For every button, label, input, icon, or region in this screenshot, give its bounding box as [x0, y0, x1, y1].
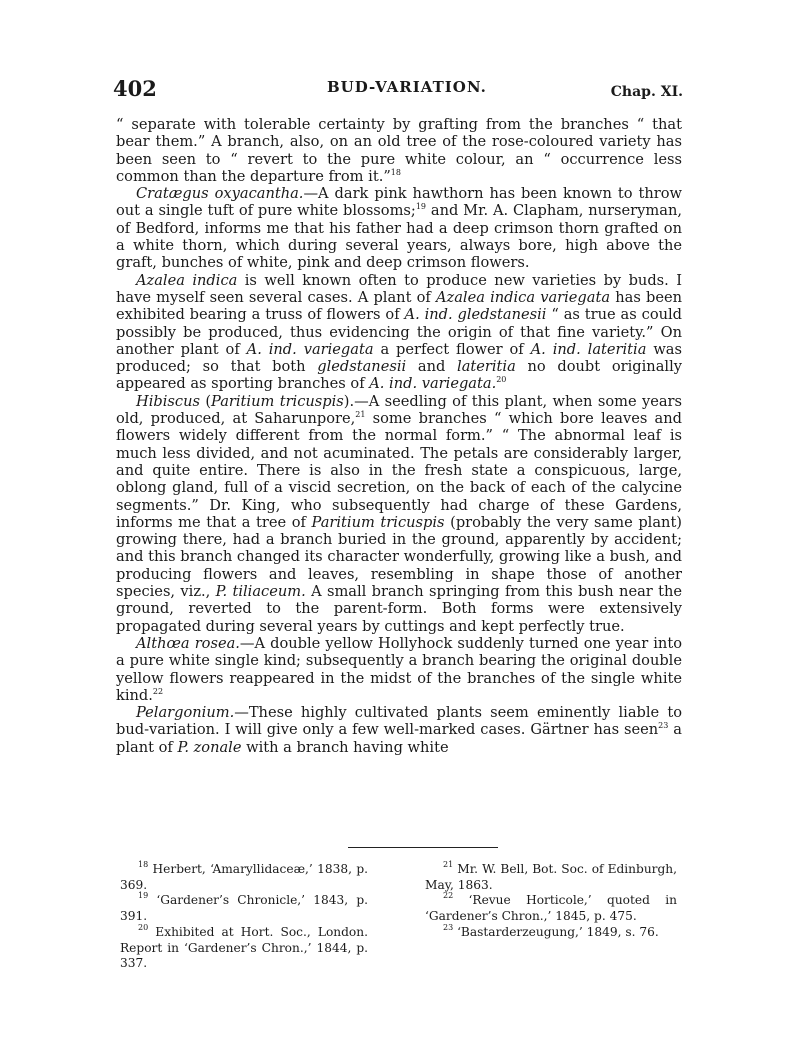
- paragraph-text: some branches “ which bore leaves and flowers widely different from the normal form.” “ The abnormal leaf is much less divided, and not acuminated. The petals are considerably larger, and quite entire. There is also in the fresh state a conspicuous, large, oblong gland, full of a viscid secretion, on the back of each of the calycine segments.” Dr. King, who subsequently had charge of these Gardens, informs me that a tree of: [116, 410, 682, 531]
- paragraph-quote-continuation: [116, 116, 682, 185]
- footnote-ref: 18: [390, 167, 401, 177]
- footnote-divider: [348, 847, 498, 848]
- page-header: [113, 76, 683, 106]
- footnote-ref: 22: [152, 686, 164, 696]
- paragraph-text: has been exhibited bearing a truss of flowers of: [116, 288, 682, 324]
- paragraph-text: no doubt originally appeared as sporting branches of: [116, 358, 682, 393]
- paragraph-text: a perfect flower of: [373, 340, 531, 358]
- footnotes-left-column: [120, 862, 368, 972]
- footnote: [425, 922, 677, 941]
- paragraph-text: (probably the very same plant) growing there, had a branch buried in the ground, apparently by accident; and this branch changed its character wonderfully, growing like a bush, and producing flowers and leaves, resembling in shape those of another species, viz.,: [116, 513, 683, 601]
- species-name: lateritia: [457, 358, 516, 376]
- paragraph-text: and: [406, 358, 458, 376]
- paragraph-text: with a branch having white: [241, 738, 449, 756]
- species-name: Paritium tricuspis: [311, 513, 445, 531]
- species-name: Paritium tricuspis: [211, 392, 344, 410]
- footnote-number: 22: [443, 891, 454, 901]
- footnotes-right-column: [425, 862, 677, 941]
- chapter-label: Chap. XI.: [610, 84, 683, 100]
- footnote-text: Herbert, ‘Amaryllidaceæ,’ 1838, p. 369.: [120, 862, 369, 892]
- footnote-text: ‘Bastarderzeugung,’ 1849, s. 76.: [457, 924, 659, 939]
- footnote-number: 19: [138, 891, 149, 901]
- species-name: P. tiliaceum.: [215, 583, 306, 601]
- paragraph-text: ).—A seedling of this plant, when some years old, produced, at Saharunpore,: [116, 392, 682, 428]
- footnote: [120, 922, 368, 972]
- paragraph-azalea: [116, 272, 682, 393]
- footnote-text: Mr. W. Bell, Bot. Soc. of Edinburgh, May, 1863.: [425, 862, 678, 892]
- paragraph-text: a plant of: [116, 721, 682, 756]
- footnote: [425, 893, 677, 924]
- footnote-ref: 21: [355, 410, 366, 420]
- paragraph-text: “ separate with tolerable certainty by grafting from the branches “ that bear them.” A branch, also, on an old tree of the rose-coloured variety has been seen to “ revert to the pure white colour, an “ occurrence less common than the departure from it.”: [116, 116, 682, 185]
- species-name: Hibiscus: [136, 392, 200, 410]
- paragraph-pelargonium: [116, 704, 682, 756]
- footnote: [120, 862, 368, 893]
- species-name: A. ind. gledstanesii: [404, 306, 547, 324]
- paragraph-text: (: [199, 392, 212, 410]
- footnote: [425, 862, 677, 893]
- species-name: A. ind. variegata.: [369, 375, 497, 393]
- footnote-text: ‘Revue Horticole,’ quoted in ‘Gardener’s Chron.,’ 1845, p. 475.: [425, 893, 678, 924]
- footnote-ref: 19: [415, 202, 427, 212]
- species-name: gledstanesii: [317, 358, 407, 376]
- paragraph-text: was produced; so that both: [116, 340, 682, 376]
- species-name: Azalea indica variegata: [435, 288, 611, 306]
- paragraph-text: “ as true as could possibly be produced, thus evidencing the origin of that fine variety.” On another plant of: [116, 306, 683, 358]
- paragraph-text: —A dark pink hawthorn has been known to throw out a single tuft of pure white blossoms;: [116, 185, 682, 220]
- running-title: BUD-VARIATION.: [327, 78, 487, 96]
- paragraph-althaea: [116, 635, 682, 704]
- paragraph-crataegus: [116, 185, 682, 271]
- paragraph-text: —A double yellow Hollyhock suddenly turned one year into a pure white single kind; subsequently a branch bearing the original double yellow flowers reappeared in the midst of the branches of the single white kind.: [116, 634, 682, 704]
- footnote-number: 18: [138, 860, 149, 869]
- species-name: P. zonale: [177, 738, 242, 756]
- page-number: 402: [113, 76, 157, 101]
- species-name: A. ind. variegata: [246, 340, 374, 358]
- paragraph-hibiscus: [116, 393, 682, 635]
- footnote-text: Exhibited at Hort. Soc., London. Report in ‘Gardener’s Chron.,’ 1844, p. 337.: [120, 924, 368, 971]
- paragraph-text: A small branch springing from this bush near the ground, reverted to the parent-form. Both forms were extensively propagated during several years by cuttings and kept perfectly true.: [116, 583, 682, 635]
- footnote-text: ‘Gardener’s Chronicle,’ 1843, p. 391.: [120, 893, 368, 924]
- species-name: A. ind. lateritia: [530, 340, 647, 358]
- footnote-ref: 20: [496, 375, 507, 385]
- paragraph-text: is well known often to produce new varieties by buds. I have myself seen several cases. A plant of: [116, 271, 682, 306]
- footnote-number: 20: [138, 922, 149, 932]
- footnote-number: 23: [443, 922, 454, 932]
- footnote: [120, 893, 368, 924]
- paragraph-text: and Mr. A. Clapham, nurseryman, of Bedford, informs me that his father had a deep crimson thorn grafted on a white thorn, which during several years, always bore, high above the graft, bunches of white, pink and deep crimson flowers.: [116, 202, 682, 272]
- paragraph-text: —These highly cultivated plants seem eminently liable to bud-variation. I will give only a few well-marked cases. Gärtner has seen: [116, 704, 682, 739]
- species-name: Pelargonium.: [136, 704, 235, 722]
- footnote-ref: 23: [658, 721, 669, 731]
- species-name: Cratægus oxyacantha.: [136, 185, 304, 203]
- species-name: Azalea indica: [136, 271, 238, 289]
- species-name: Althœa rosea.: [136, 634, 240, 652]
- body-text: [116, 116, 682, 756]
- footnote-number: 21: [443, 860, 454, 869]
